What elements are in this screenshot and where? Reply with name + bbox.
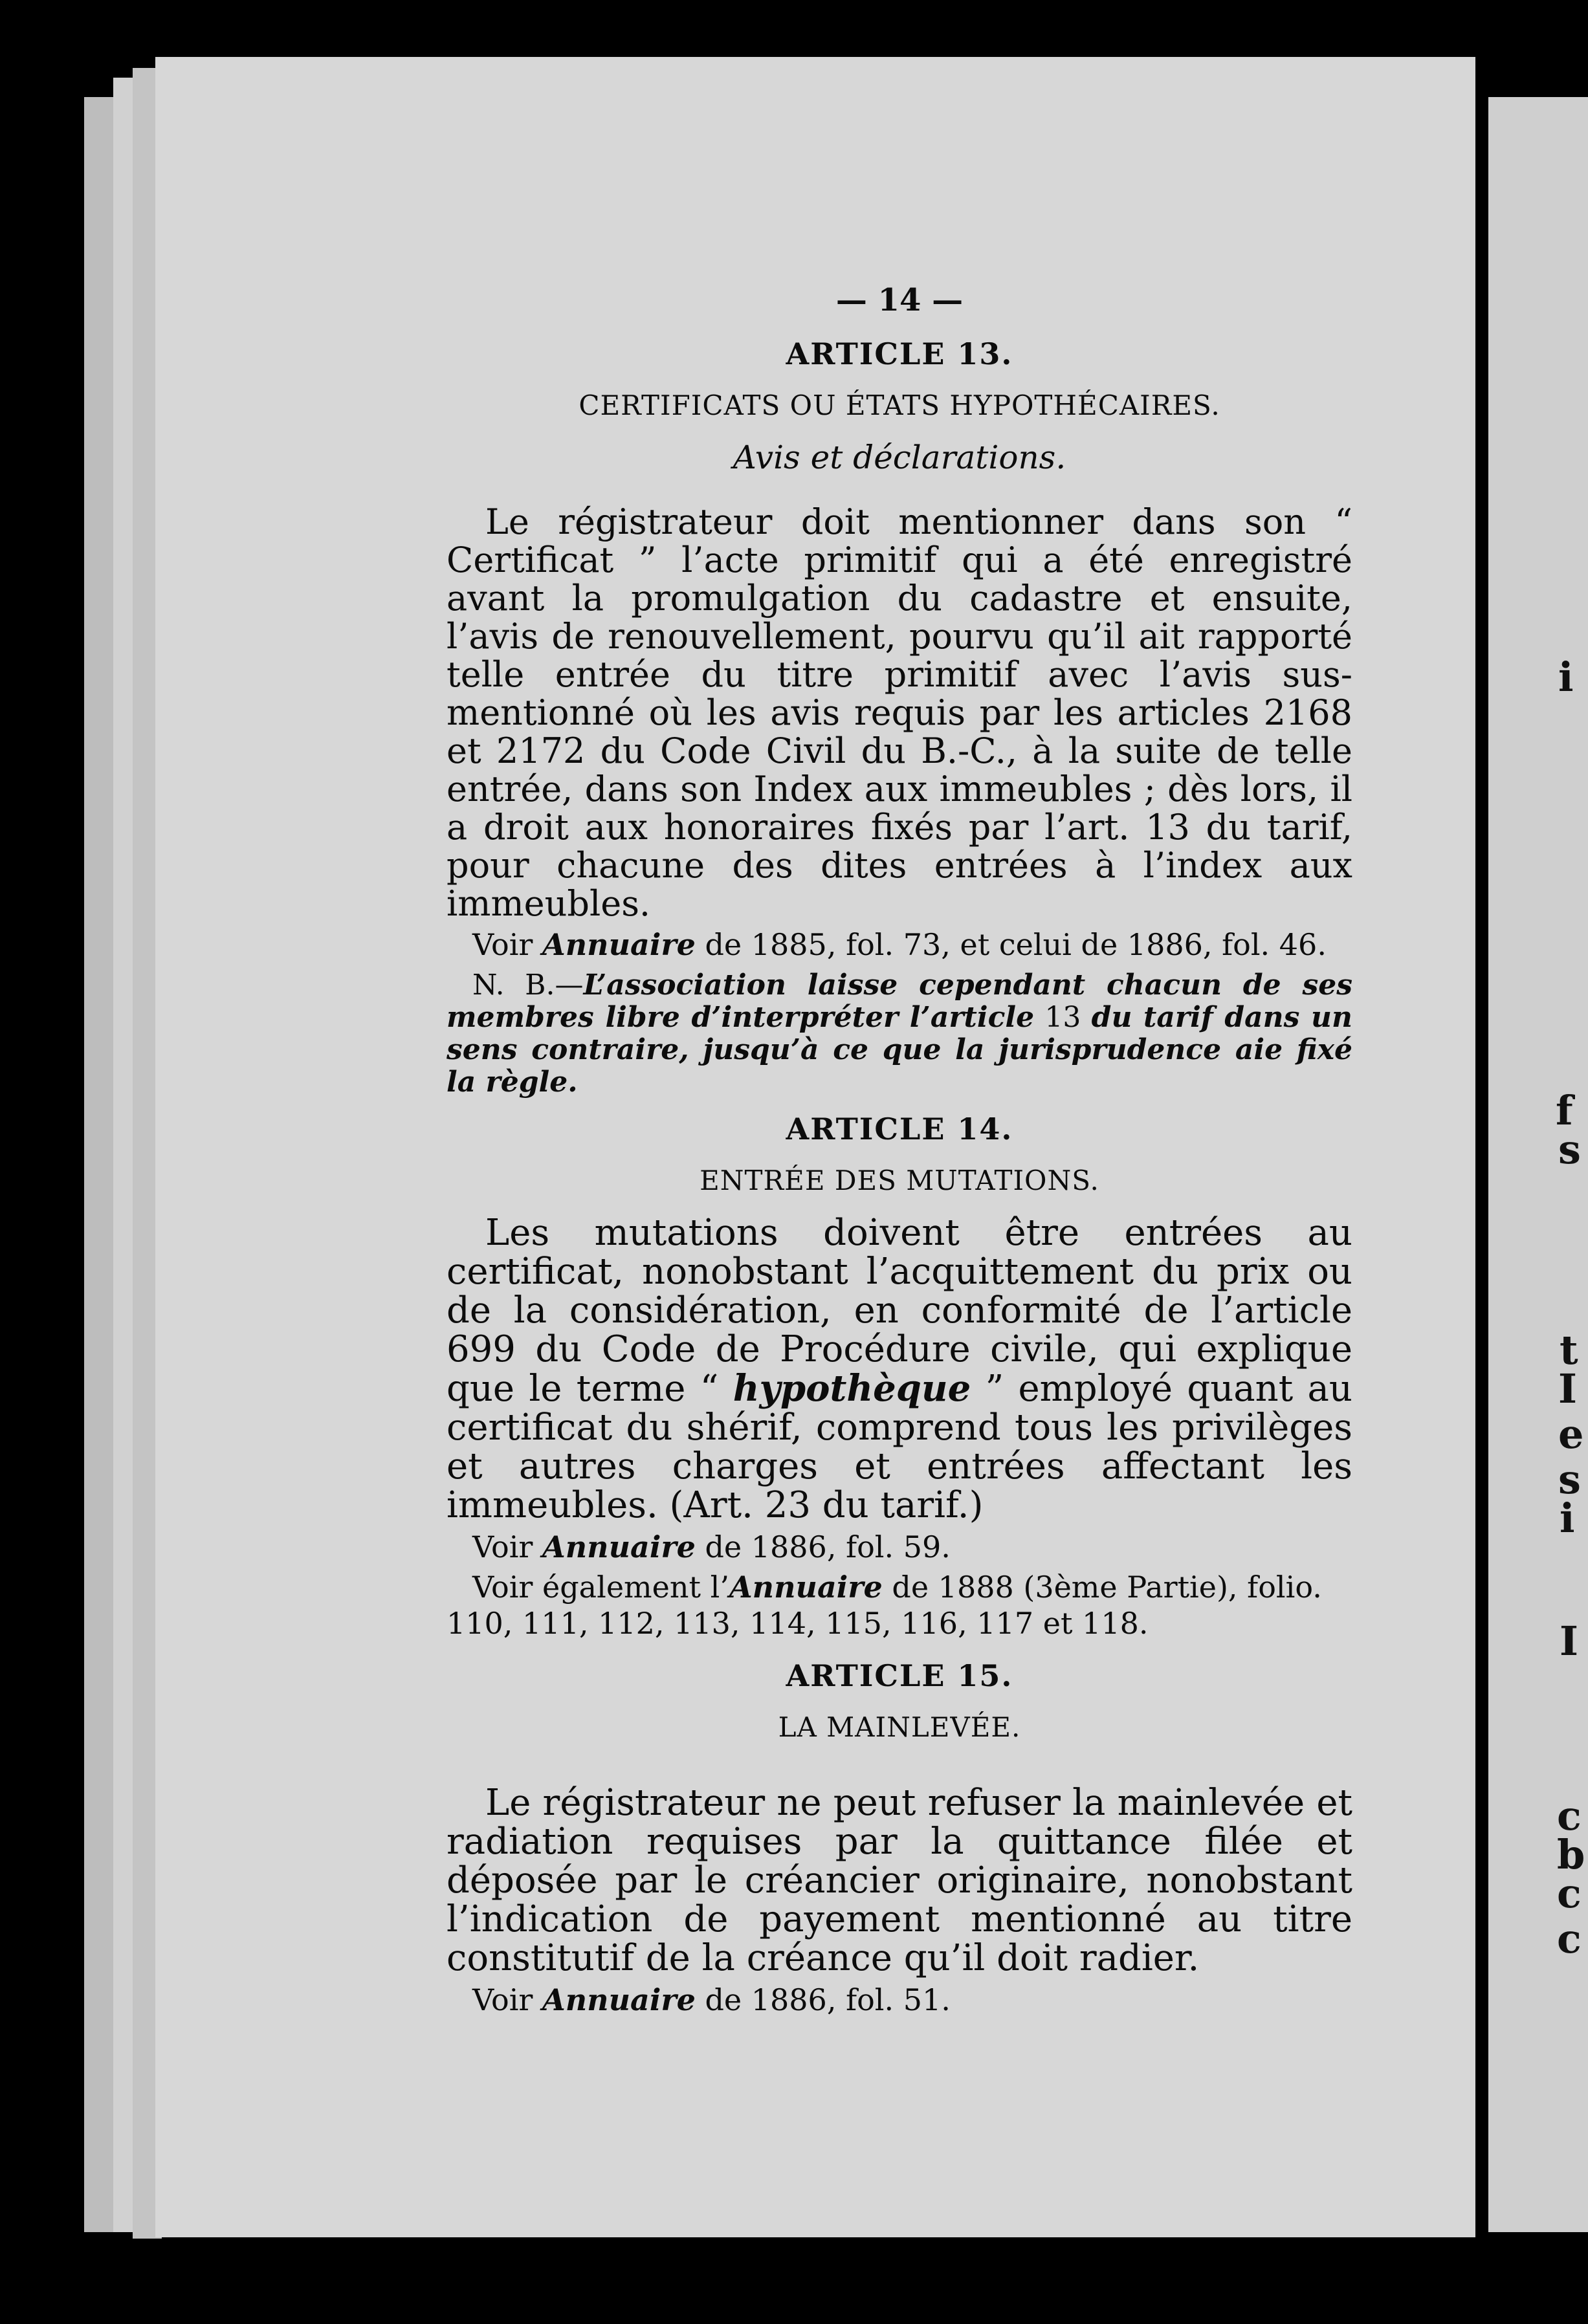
article-15-section: LA MAINLEVÉE. xyxy=(778,1711,1021,1743)
page-content xyxy=(447,281,1352,2018)
article-13-note: N. B.—L’association laisse cependant chacun de ses membres libre d’interpréter l’article 13 du tarif dans un sens contraire, jusqu’à ce que la jurisprudence aie fixé la règle. xyxy=(447,969,1352,1099)
edge-letter: b xyxy=(1557,1831,1585,1878)
edge-letter: I xyxy=(1560,1617,1579,1665)
edge-letter: i xyxy=(1560,1495,1575,1542)
article-13-subtitle: Avis et déclarations. xyxy=(733,439,1066,476)
edge-letter: i xyxy=(1558,653,1574,701)
edge-letter: I xyxy=(1558,1365,1578,1412)
article-13-title: ARTICLE 13. xyxy=(786,336,1013,371)
article-15-paragraph: Le régistrateur ne peut refuser la mainlevée et radiation requises par la quittance filée et déposée par le créancier originaire, nonobstant l’indication de payement mentionné au titre constitutif de la créance qu’il doit radier. xyxy=(447,1782,1352,1979)
article-14-paragraph: Les mutations doivent être entrées au certificat, nonobstant l’acquittement du prix ou de la considération, en conformité de l’article 699 du Code de Procédure civile, qui explique que le terme “ hypothèque ” employé quant au certificat du shérif, comprend tous les privilèges et autres charges et entrées affectant les immeubles. (Art. 23 du tarif.) xyxy=(447,1212,1352,1526)
article-13-section: CERTIFICATS OU ÉTATS HYPOTHÉCAIRES. xyxy=(579,389,1220,421)
article-15-reference: Voir Annuaire de 1886, fol. 51. xyxy=(472,1982,951,2017)
edge-letter: e xyxy=(1558,1410,1584,1458)
article-13-reference: Voir Annuaire de 1885, fol. 73, et celui de 1886, fol. 46. xyxy=(472,927,1327,962)
article-14-reference: Voir Annuaire de 1886, fol. 59. xyxy=(472,1529,951,1564)
edge-letter: s xyxy=(1558,1456,1581,1503)
page-number: — 14 — xyxy=(835,282,964,318)
page-stack-edge xyxy=(84,97,116,2232)
article-14-section: ENTRÉE DES MUTATIONS. xyxy=(700,1165,1099,1196)
edge-letter: c xyxy=(1557,1870,1582,1917)
article-15-title: ARTICLE 15. xyxy=(786,1658,1013,1693)
edge-letter: s xyxy=(1558,1126,1581,1173)
article-14-reference-2: Voir également l’Annuaire de 1888 (3ème Partie), folio. 110, 111, 112, 113, 114, 115, 116, 117 et 118. xyxy=(447,1570,1322,1641)
edge-letter: t xyxy=(1560,1326,1578,1374)
article-13-paragraph: Le régistrateur doit mentionner dans son “ Certificat ” l’acte primitif qui a été enregistré avant la promulgation du cadastre et ensuite, l’avis de renouvellement, pourvu qu’il ait rapporté telle entrée du titre primitif avec l’avis sus-mentionné où les avis requis par les articles 2168 et 2172 du Code Civil du B.-C., à la suite de telle entrée, dans son Index aux immeubles ; dès lors, il a droit aux honoraires fixés par l’art. 13 du tarif, pour chacune des dites entrées à l’index aux immeubles. xyxy=(447,501,1352,924)
edge-letter: c xyxy=(1557,1792,1582,1839)
facing-page-edge xyxy=(1488,97,1588,2232)
edge-letter: c xyxy=(1557,1915,1582,1962)
edge-letter: f xyxy=(1556,1087,1573,1134)
article-14-title: ARTICLE 14. xyxy=(786,1112,1013,1146)
